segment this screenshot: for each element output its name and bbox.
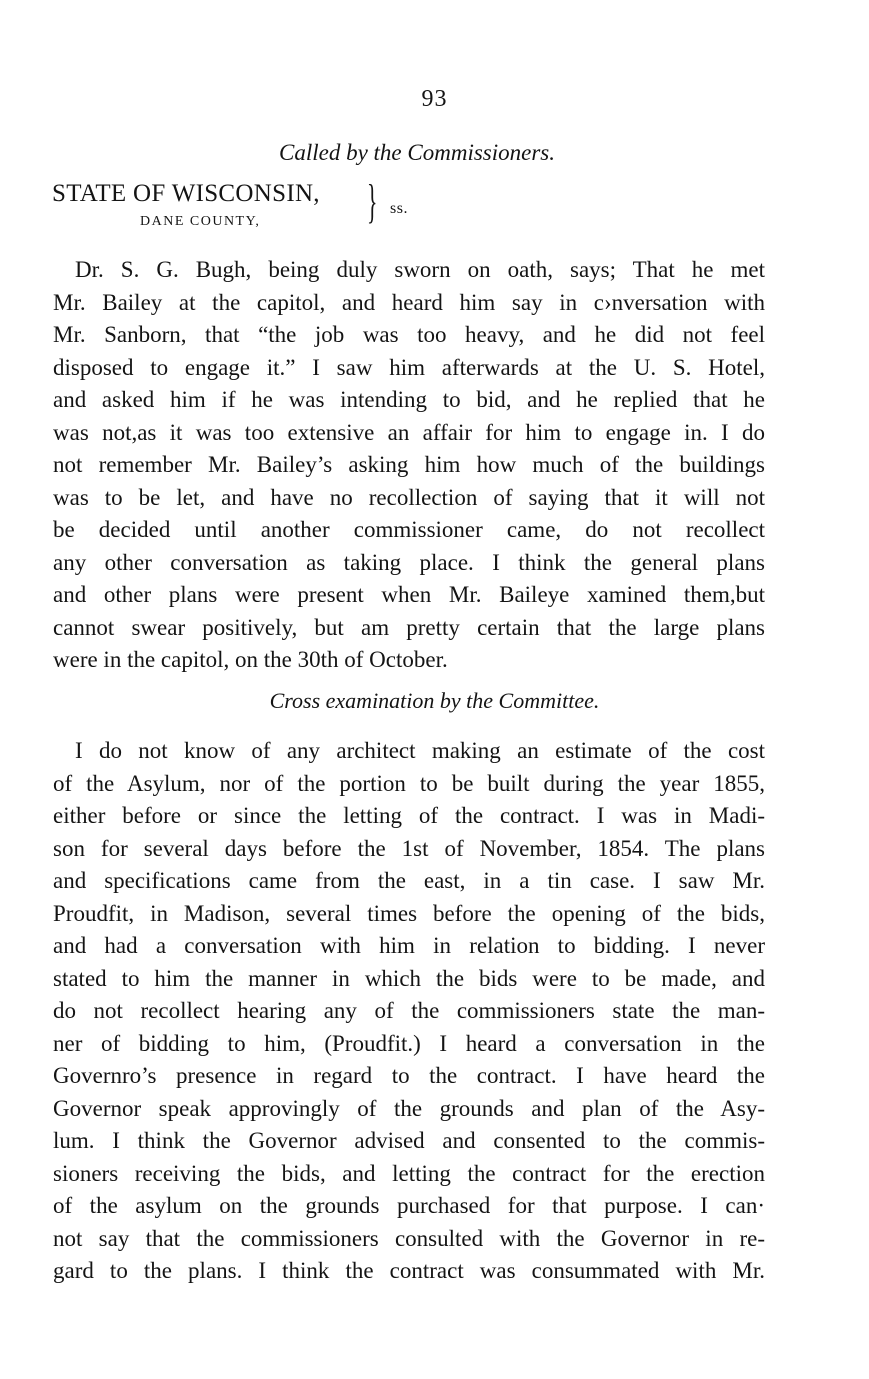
- text-line: lum. I think the Governor advised and consented to the commis-: [53, 1128, 765, 1153]
- text-line: sioners receiving the bids, and letting the contract for the erection: [53, 1160, 765, 1186]
- venue-state: STATE OF WISCONSIN,: [52, 180, 320, 207]
- page-number: 93: [421, 86, 448, 112]
- text-line: Proudfit, in Madison, several times before the opening of the bids,: [53, 900, 765, 926]
- text-line: I do not know of any architect making an estimate of the cost: [75, 738, 765, 763]
- text-line: Governor speak approvingly of the grounds and plan of the Asy-: [53, 1095, 765, 1121]
- venue-county: DANE COUNTY,: [140, 214, 261, 229]
- cross-examination-heading: Cross examination by the Committee.: [269, 688, 600, 713]
- cross-examination-paragraph: [53, 735, 765, 1288]
- text-line: any other conversation as taking place. I think the general plans: [53, 549, 765, 575]
- text-line: disposed to engage it.” I saw him afterwards at the U. S. Hotel,: [53, 354, 765, 380]
- text-line: gard to the plans. I think the contract was consummated with Mr.: [53, 1258, 765, 1283]
- text-line: son for several days before the 1st of November, 1854. The plans: [53, 835, 765, 861]
- text-line: Mr. Bailey at the capitol, and heard him say in c›nversation with: [53, 289, 765, 315]
- text-line: of the asylum on the grounds purchased for that purpose. I can·: [53, 1193, 765, 1218]
- text-line: was not,as it was too extensive an affair for him to engage in. I do: [53, 419, 765, 445]
- text-line: were in the capitol, on the 30th of October.: [53, 647, 448, 672]
- text-line: and had a conversation with him in relation to bidding. I never: [53, 933, 765, 958]
- text-line: Dr. S. G. Bugh, being duly sworn on oath, says; That he met: [75, 257, 765, 282]
- venue-caption: [52, 175, 472, 240]
- text-line: and other plans were present when Mr. Baileye xamined them,but: [53, 582, 765, 607]
- text-line: not say that the commissioners consulted with the Governor in re-: [53, 1225, 765, 1251]
- venue-ss: ss.: [390, 200, 408, 217]
- text-line: and specifications came from the east, in a tin case. I saw Mr.: [53, 868, 765, 893]
- text-line: ner of bidding to him, (Proudfit.) I heard a conversation in the: [53, 1030, 765, 1056]
- testimony-paragraph: [53, 254, 765, 677]
- text-line: not remember Mr. Bailey’s asking him how much of the buildings: [53, 452, 765, 477]
- text-line: do not recollect hearing any of the commissioners state the man-: [53, 998, 765, 1023]
- text-line: Governro’s presence in regard to the contract. I have heard the: [53, 1063, 765, 1088]
- text-line: was to be let, and have no recollection of saying that it will not: [53, 484, 765, 510]
- venue-brace: }: [367, 175, 378, 228]
- text-line: be decided until another commissioner came, do not recollect: [53, 517, 765, 542]
- called-by-heading: Called by the Commissioners.: [279, 140, 555, 165]
- text-line: and asked him if he was intending to bid, and he replied that he: [53, 387, 765, 412]
- text-line: of the Asylum, nor of the portion to be built during the year 1855,: [53, 770, 765, 796]
- text-line: either before or since the letting of the contract. I was in Madi-: [53, 803, 765, 828]
- text-line: Mr. Sanborn, that “the job was too heavy, and he did not feel: [53, 322, 765, 347]
- text-line: stated to him the manner in which the bids were to be made, and: [53, 965, 765, 991]
- text-line: cannot swear positively, but am pretty certain that the large plans: [53, 614, 765, 640]
